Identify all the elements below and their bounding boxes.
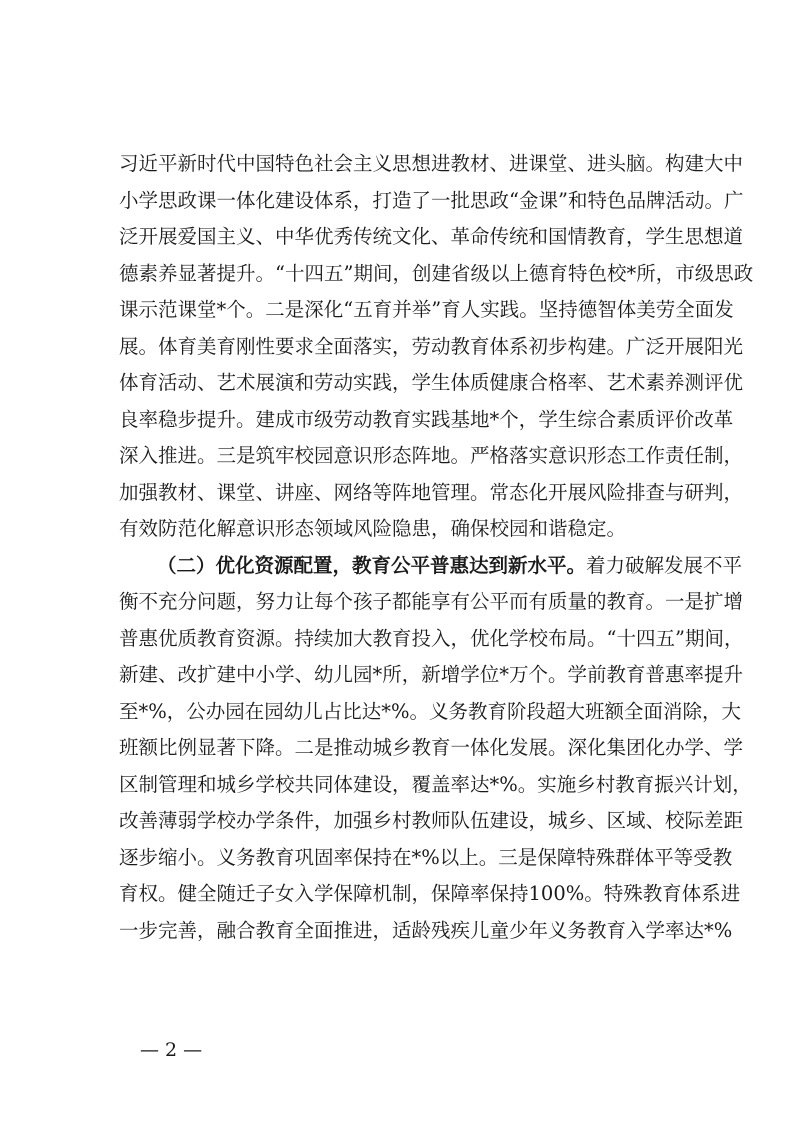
text-line: 育权。健全随迁子女入学保障机制，保障率保持100%。特殊教育体系进	[119, 882, 741, 905]
text-line: 逐步缩小。义务教育巩固率保持在*%以上。三是保障特殊群体平等受教	[119, 845, 733, 869]
text-line: 班额比例显著下降。二是推动城乡教育一体化发展。深化集团化办学、学	[119, 736, 744, 759]
text-line: 新建、改扩建中小学、幼儿园*所，新增学位*万个。学前教育普惠率提升	[119, 663, 744, 686]
text-line: 体育活动、艺术展演和劳动实践，学生体质健康合格率、艺术素养测评优	[119, 371, 744, 394]
section-heading: （二）优化资源配置，教育公平普惠达到新水平。	[157, 553, 587, 577]
text-line: 深入推进。三是筑牢校园意识形态阵地。严格落实意识形态工作责任制，	[119, 444, 744, 467]
text-line: 衡不充分问题，努力让每个孩子都能享有公平而有质量的教育。一是扩增	[119, 590, 744, 613]
text-line: 改善薄弱学校办学条件，加强乡村教师队伍建设，城乡、区域、校际差距	[119, 809, 744, 832]
paragraph-2	[119, 548, 752, 950]
text-line: 一步完善，融合教育全面推进，适龄残疾儿童少年义务教育入学率达*%	[119, 918, 733, 942]
text-line: 加强教材、课堂、讲座、网络等阵地管理。常态化开展风险排查与研判，	[119, 480, 744, 504]
text-line: 良率稳步提升。建成市级劳动教育实践基地*个，学生综合素质评价改革	[119, 407, 734, 431]
body-text	[119, 146, 754, 949]
paragraph-2-first-line	[119, 548, 743, 585]
text-line: 普惠优质教育资源。持续加大教育投入，优化学校布局。“十四五”期间，	[119, 626, 744, 650]
text-line: 德素养显著提升。“十四五”期间，创建省级以上德育特色校*所，市级思政	[119, 261, 754, 285]
text-line: 小学思政课一体化建设体系，打造了一批思政“金课”和特色品牌活动。广	[119, 188, 744, 212]
text-line: 至*%，公办园在园幼儿占比达*%。义务教育阶段超大班额全面消除，大	[119, 699, 742, 723]
text-line: 课示范课堂*个。二是深化“五育并举”育人实践。坚持德智体美劳全面发	[119, 298, 734, 321]
text-line: 泛开展爱国主义、中华优秀传统文化、革命传统和国情教育，学生思想道	[119, 225, 744, 248]
paragraph-1	[119, 146, 754, 548]
page-number: — 2 —	[140, 1039, 203, 1061]
text-line: 习近平新时代中国特色社会主义思想进教材、进课堂、进头脑。构建大中	[119, 152, 744, 175]
text-line: 有效防范化解意识形态领域风险隐患，确保校园和谐稳定。	[119, 517, 627, 540]
text-run: 着力破解发展不平	[586, 553, 743, 577]
text-line: 区制管理和城乡学校共同体建设，覆盖率达*%。实施乡村教育振兴计划，	[119, 772, 752, 796]
text-line: 展。体育美育刚性要求全面落实，劳动教育体系初步构建。广泛开展阳光	[119, 334, 744, 358]
